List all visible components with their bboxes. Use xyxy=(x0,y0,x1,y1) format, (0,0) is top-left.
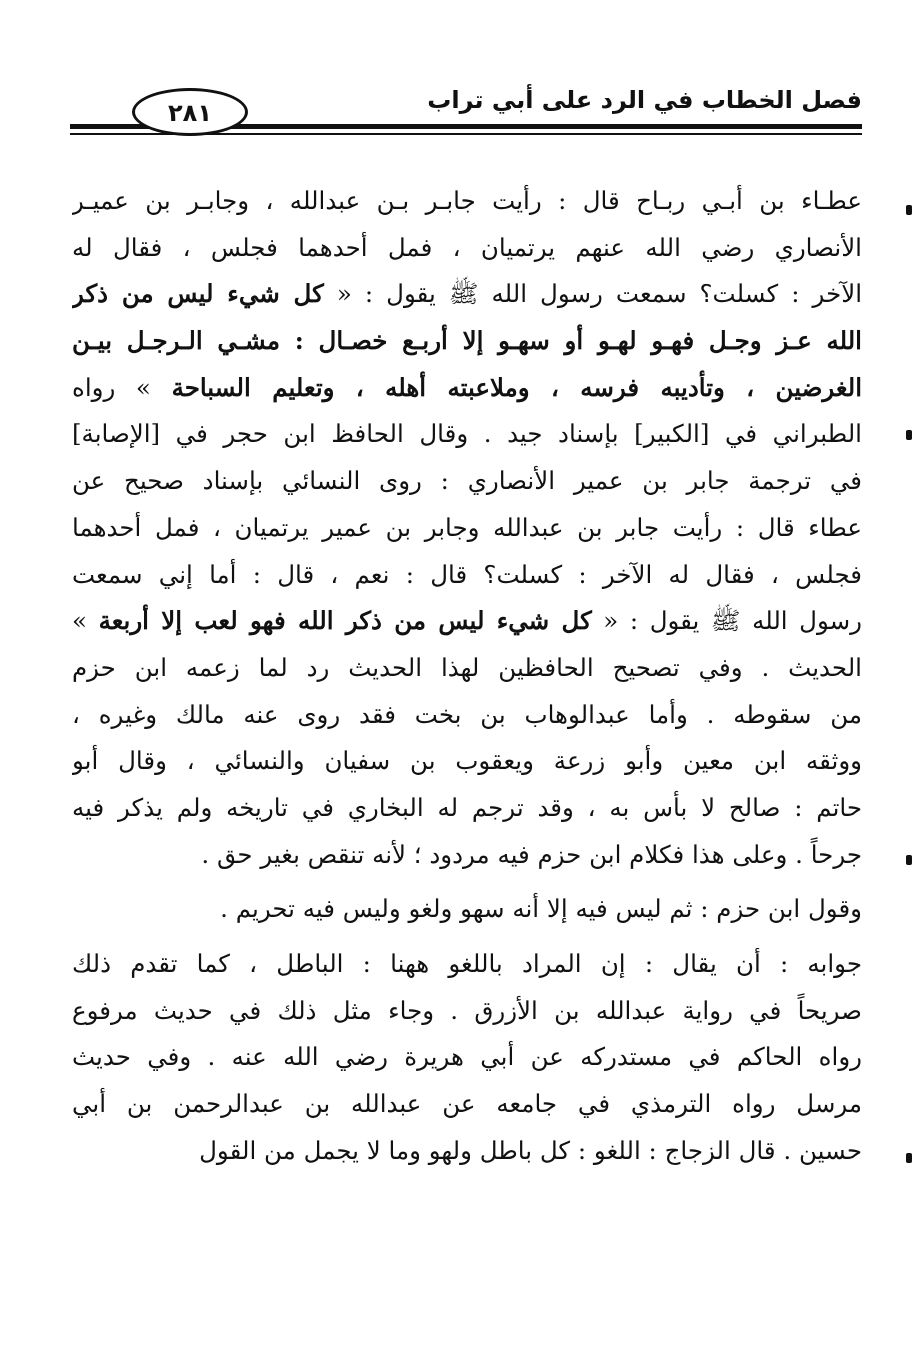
margin-mark xyxy=(906,855,912,865)
paragraph xyxy=(72,178,862,878)
text-span: رسول الله ﷺ يقول : « xyxy=(591,606,862,636)
text-span: ووثقه ابن معين وأبو زرعة ويعقوب بن سفيان والنسائي ، وقال أبو xyxy=(72,746,862,776)
text-line xyxy=(72,271,862,318)
text-line xyxy=(72,1081,862,1128)
text-line xyxy=(72,552,862,599)
text-span: جرحاً . وعلى هذا فكلام ابن حزم فيه مردود ؛ لأنه تنقص بغير حق . xyxy=(201,839,862,869)
text-line xyxy=(72,225,862,272)
text-line xyxy=(72,411,862,458)
text-line xyxy=(72,178,862,225)
paragraph xyxy=(72,941,862,1174)
text-span: وقول ابن حزم : ثم ليس فيه إلا أنه سهو ولغو وليس فيه تحريم . xyxy=(220,894,862,924)
text-line xyxy=(72,458,862,505)
text-span: مرسل رواه الترمذي في جامعه عن عبدالله بن عبدالرحمن بن أبي xyxy=(72,1089,862,1119)
hadith-text: كل شيء ليس من ذكر الله فهو لعب إلا أربعة xyxy=(98,606,592,636)
text-line xyxy=(72,1034,862,1081)
paragraph-gap xyxy=(72,933,862,941)
body-text xyxy=(72,178,862,1174)
page-header xyxy=(70,78,862,138)
text-span: الحديث . وفي تصحيح الحافظين لهذا الحديث رد لما زعمه ابن حزم xyxy=(72,652,862,682)
text-line xyxy=(72,988,862,1035)
margin-mark xyxy=(906,430,912,440)
text-span: في ترجمة جابر بن عمير الأنصاري : روى النسائي بإسناد صحيح عن xyxy=(72,466,862,496)
text-line xyxy=(72,598,862,645)
text-line xyxy=(72,505,862,552)
text-line xyxy=(72,318,862,365)
text-span: » رواه xyxy=(72,372,172,402)
text-span: صريحاً في رواية عبدالله بن الأزرق . وجاء مثل ذلك في حديث مرفوع xyxy=(72,995,862,1025)
text-line xyxy=(72,785,862,832)
text-span: » xyxy=(72,606,99,636)
text-span: حسين . قال الزجاج : اللغو : كل باطل ولهو وما لا يجمل من القول xyxy=(199,1135,862,1165)
hadith-text: كل شيء ليس من ذكر xyxy=(72,279,324,309)
text-line xyxy=(72,692,862,739)
paragraph-gap xyxy=(72,878,862,886)
margin-mark xyxy=(906,1153,912,1163)
text-line xyxy=(72,645,862,692)
text-span: عطـاء بن أبـي ربـاح قال : رأيت جابـر بـن عبدالله ، وجابـر بن عميـر xyxy=(72,186,862,215)
text-line xyxy=(72,1128,862,1175)
paragraph xyxy=(72,886,862,933)
text-span: الطبراني في [الكبير] بإسناد جيد . وقال الحافظ ابن حجر في [الإصابة] xyxy=(72,419,862,449)
running-title: فصل الخطاب في الرد على أبي تراب xyxy=(427,86,862,114)
text-span: الأنصاري رضي الله عنهم يرتميان ، فمل أحدهما فجلس ، فقال له xyxy=(72,232,862,262)
text-span: من سقوطه . وأما عبدالوهاب بن بخت فقد روى عنه مالك وغيره ، xyxy=(72,699,862,729)
hadith-text: الغرضين ، وتأديبه فرسه ، وملاعبته أهله ، وتعليم السباحة xyxy=(171,372,862,402)
text-line xyxy=(72,832,862,879)
margin-mark xyxy=(906,205,912,215)
text-line xyxy=(72,886,862,933)
text-line xyxy=(72,738,862,785)
text-span: الآخر : كسلت؟ سمعت رسول الله ﷺ يقول : « xyxy=(323,279,862,309)
text-span: حاتم : صالح لا بأس به ، وقد ترجم له البخاري في تاريخه ولم يذكر فيه xyxy=(72,792,862,822)
text-line xyxy=(72,365,862,412)
hadith-text: الله عـز وجـل فهـو لهـو أو سهـو إلا أربـع خصـال : مشـي الـرجـل بيـن xyxy=(72,326,862,356)
page-number: ٢٨١ xyxy=(132,88,248,136)
text-span: جوابه : أن يقال : إن المراد باللغو ههنا : الباطل ، كما تقدم ذلك xyxy=(72,949,862,978)
text-span: عطاء قال : رأيت جابر بن عبدالله وجابر بن عمير يرتميان ، فمل أحدهما xyxy=(72,512,862,542)
text-span: رواه الحاكم في مستدركه عن أبي هريرة رضي الله عنه . وفي حديث xyxy=(72,1042,862,1072)
text-span: فجلس ، فقال له الآخر : كسلت؟ قال : نعم ، قال : أما إني سمعت xyxy=(72,559,862,589)
text-line xyxy=(72,941,862,988)
